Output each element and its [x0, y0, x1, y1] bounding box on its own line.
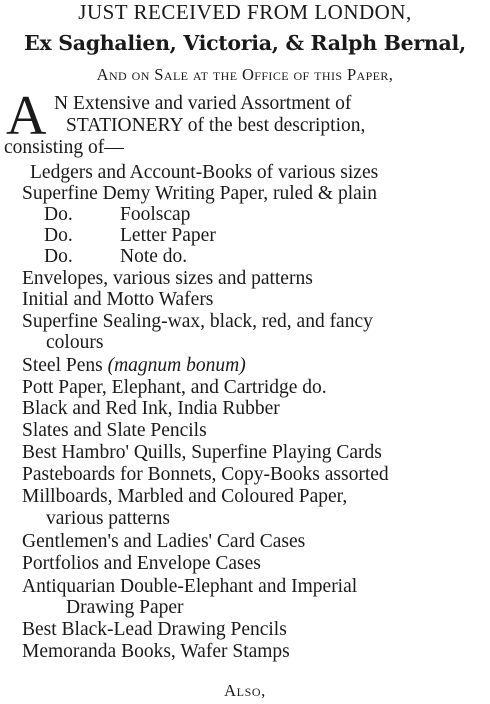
list-item: Millboards, Marbled and Coloured Paper, [22, 486, 348, 507]
list-item-italic: (magnum bonum) [107, 355, 246, 376]
list-item-text: Steel Pens [22, 355, 108, 376]
list-item: Superfine Sealing-wax, black, red, and fancy [22, 311, 373, 332]
list-item: Best Hambro' Quills, Superfine Playing Cards [22, 442, 382, 463]
list-item: Note do. [120, 246, 188, 267]
intro-line-3: consisting of— [4, 137, 124, 158]
also-heading: Also, [224, 681, 266, 700]
list-item: Pasteboards for Bonnets, Copy-Books assorted [22, 464, 389, 485]
list-item-continuation: various patterns [46, 508, 171, 529]
list-item: Portfolios and Envelope Cases [22, 553, 261, 574]
list-item: Superfine Demy Writing Paper, ruled & plain [22, 183, 377, 204]
intro-line-1: N Extensive and varied Assortment of [54, 93, 352, 114]
list-item: Envelopes, various sizes and patterns [22, 268, 313, 289]
ditto-label: Do. [44, 204, 73, 225]
headline: JUST RECEIVED FROM LONDON, [78, 0, 412, 24]
intro-line-2: STATIONERY of the best description, [66, 115, 366, 136]
list-item: Black and Red Ink, India Rubber [22, 398, 280, 419]
list-item: Memoranda Books, Wafer Stamps [22, 641, 290, 662]
ship-names: Ex Saghalien, Victoria, & Ralph Bernal, [24, 31, 466, 55]
list-item: Pott Paper, Elephant, and Cartridge do. [22, 377, 327, 398]
list-item: Foolscap [120, 204, 191, 225]
list-item: Slates and Slate Pencils [22, 420, 207, 441]
list-item-continuation: Drawing Paper [66, 597, 184, 618]
list-item-continuation: colours [46, 332, 104, 353]
ditto-label: Do. [44, 225, 73, 246]
drop-cap: A [6, 85, 47, 147]
list-item: Antiquarian Double-Elephant and Imperial [22, 576, 358, 597]
list-item: Best Black-Lead Drawing Pencils [22, 619, 287, 640]
ditto-label: Do. [44, 246, 73, 267]
list-item: Gentlemen's and Ladies' Card Cases [22, 531, 306, 552]
list-item [22, 355, 246, 376]
list-item: Initial and Motto Wafers [22, 289, 214, 310]
list-item: Letter Paper [120, 225, 216, 246]
sale-notice: And on Sale at the Office of this Paper, [96, 65, 394, 84]
list-item: Ledgers and Account-Books of various sizes [30, 162, 379, 183]
